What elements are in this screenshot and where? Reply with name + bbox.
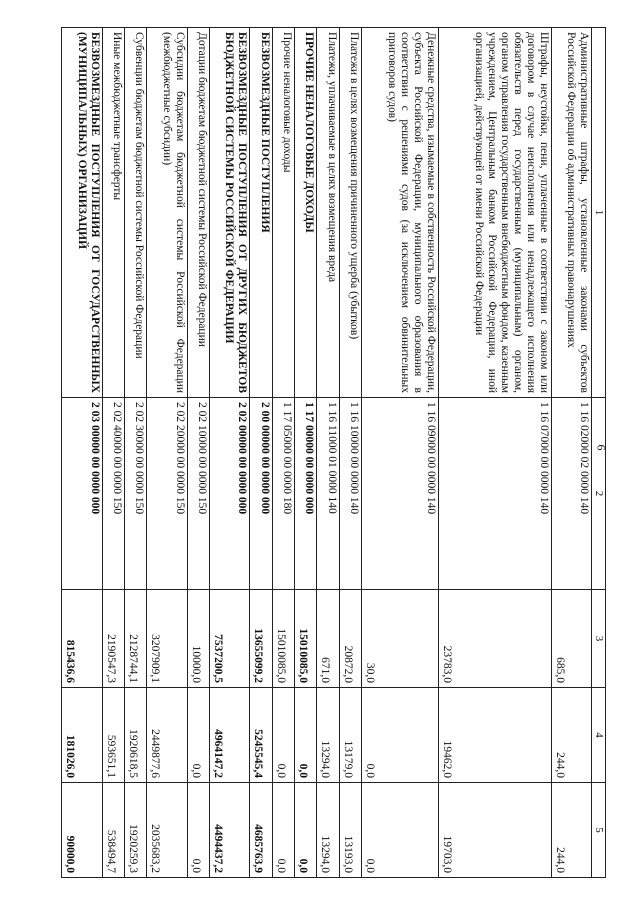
- row-year3-cell: 0,0: [272, 783, 294, 878]
- row-plan-cell: 20872,0: [339, 590, 361, 688]
- row-code-cell: 1 16 09000 00 0000 140: [361, 398, 438, 590]
- table-row: [147, 28, 187, 878]
- header-cell: 3: [592, 590, 606, 688]
- row-year3-cell: 4494437,2: [209, 783, 249, 878]
- row-plan-cell: 15010085,0: [272, 590, 294, 688]
- table-row: [209, 28, 249, 878]
- row-year2-cell: 2449877,6: [147, 688, 187, 783]
- table-row: [102, 28, 124, 878]
- row-code-cell: 1 17 00000 00 0000 000: [294, 398, 316, 590]
- row-code-cell: 2 02 20000 00 0000 150: [147, 398, 187, 590]
- table-row: [272, 28, 294, 878]
- row-plan-cell: 23783,0: [438, 590, 551, 688]
- row-year2-cell: 593651,1: [102, 688, 124, 783]
- row-year2-cell: 0,0: [187, 688, 209, 783]
- row-code-cell: 2 02 30000 00 0000 150: [124, 398, 146, 590]
- row-code-cell: 2 02 40000 00 0000 150: [102, 398, 124, 590]
- row-plan-cell: 15010085,0: [294, 590, 316, 688]
- row-plan-cell: 7537200,5: [209, 590, 249, 688]
- table-row: [339, 28, 361, 878]
- row-name-cell: Субвенции бюджетам бюджетной системы Российской Федерации: [124, 28, 146, 398]
- row-plan-cell: 685,0: [551, 590, 591, 688]
- row-code-cell: 1 16 02000 02 0000 140: [551, 398, 591, 590]
- row-year2-cell: 0,0: [294, 688, 316, 783]
- revenue-table: [61, 27, 606, 878]
- row-year2-cell: 0,0: [361, 688, 438, 783]
- row-year2-cell: 13294,0: [317, 688, 339, 783]
- row-name-cell: Иные межбюджетные трансферты: [102, 28, 124, 398]
- table-row: [62, 28, 103, 878]
- row-code-cell: 1 17 05000 00 0000 180: [272, 398, 294, 590]
- row-year3-cell: 13294,0: [317, 783, 339, 878]
- row-name-cell: БЕЗВОЗМЕЗДНЫЕ ПОСТУПЛЕНИЯ ОТ ДРУГИХ БЮДЖЕТОВ БЮДЖЕТНОЙ СИСТЕМЫ РОССИЙСКОЙ ФЕДЕРАЦИИ: [209, 28, 249, 398]
- table-row: [317, 28, 339, 878]
- row-plan-cell: 13655099,2: [250, 590, 272, 688]
- row-year2-cell: 244,0: [551, 688, 591, 783]
- header-cell: 1: [592, 28, 606, 398]
- header-cell: 4: [592, 688, 606, 783]
- row-year3-cell: 0,0: [361, 783, 438, 878]
- row-year3-cell: 4685763,9: [250, 783, 272, 878]
- row-plan-cell: 815436,6: [62, 590, 103, 688]
- table-row: [551, 28, 591, 878]
- row-year2-cell: 19462,0: [438, 688, 551, 783]
- row-year2-cell: 0,0: [272, 688, 294, 783]
- row-code-cell: 1 16 07000 00 0000 140: [438, 398, 551, 590]
- row-name-cell: Дотации бюджетам бюджетной системы Российской Федерации: [187, 28, 209, 398]
- row-plan-cell: 3207909,1: [147, 590, 187, 688]
- row-name-cell: Платежи, уплачиваемые в целях возмещения вреда: [317, 28, 339, 398]
- table-row: [187, 28, 209, 878]
- row-plan-cell: 671,0: [317, 590, 339, 688]
- row-name-cell: Денежные средства, изымаемые в собственность Российской Федерации, субъекта Российской Федерации, муниципального образования в соответствии с решениями судов (за исключением обвинительных приговоров судов): [361, 28, 438, 398]
- row-year3-cell: 0,0: [187, 783, 209, 878]
- row-year2-cell: 181026,0: [62, 688, 103, 783]
- table-body: [62, 28, 592, 878]
- header-row: [592, 28, 606, 878]
- row-name-cell: ПРОЧИЕ НЕНАЛОГОВЫЕ ДОХОДЫ: [294, 28, 316, 398]
- table-row: [294, 28, 316, 878]
- row-name-cell: БЕЗВОЗМЕЗДНЫЕ ПОСТУПЛЕНИЯ: [250, 28, 272, 398]
- row-plan-cell: 10000,0: [187, 590, 209, 688]
- row-year3-cell: 19703,0: [438, 783, 551, 878]
- row-year2-cell: 5245545,4: [250, 688, 272, 783]
- row-year3-cell: 538494,7: [102, 783, 124, 878]
- page-number: 6: [594, 444, 609, 451]
- table-row: [124, 28, 146, 878]
- row-code-cell: 1 16 11000 01 0000 140: [317, 398, 339, 590]
- header-cell: 5: [592, 783, 606, 878]
- row-name-cell: Прочие неналоговые доходы: [272, 28, 294, 398]
- row-year3-cell: 90000,0: [62, 783, 103, 878]
- row-year2-cell: 13179,0: [339, 688, 361, 783]
- row-code-cell: 2 02 10000 00 0000 150: [187, 398, 209, 590]
- row-year3-cell: 13193,0: [339, 783, 361, 878]
- table-row: [250, 28, 272, 878]
- row-year3-cell: 0,0: [294, 783, 316, 878]
- row-name-cell: БЕЗВОЗМЕЗДНЫЕ ПОСТУПЛЕНИЯ ОТ ГОСУДАРСТВЕННЫХ (МУНИЦИПАЛЬНЫХ) ОРГАНИЗАЦИЙ: [62, 28, 103, 398]
- row-name-cell: Административные штрафы, установленные законами субъектов Российской Федерации об административных правонарушениях: [551, 28, 591, 398]
- table-row: [438, 28, 551, 878]
- row-year2-cell: 1920618,5: [124, 688, 146, 783]
- row-year2-cell: 4964147,2: [209, 688, 249, 783]
- row-code-cell: 1 16 10000 00 0000 140: [339, 398, 361, 590]
- table-row: [361, 28, 438, 878]
- row-year3-cell: 1920259,3: [124, 783, 146, 878]
- row-name-cell: Платежи в целях возмещения причиненного ущерба (убытков): [339, 28, 361, 398]
- row-code-cell: 2 02 00000 00 0000 000: [209, 398, 249, 590]
- row-year3-cell: 244,0: [551, 783, 591, 878]
- row-plan-cell: 30,0: [361, 590, 438, 688]
- row-code-cell: 2 03 00000 00 0000 000: [62, 398, 103, 590]
- row-name-cell: Штрафы, неустойки, пени, уплаченные в соответствии с законом или договором в случае неисполнения или ненадлежащего исполнения обязательств перед государственным (муниципальным) органом, органом управления государственным внебюджетным фондом, казенным учреждением, Центральным банком Российской Федерации, иной организацией, действующей от имени Российской Федерации: [438, 28, 551, 398]
- row-year3-cell: 2035683,2: [147, 783, 187, 878]
- row-plan-cell: 2190547,3: [102, 590, 124, 688]
- row-code-cell: 2 00 00000 00 0000 000: [250, 398, 272, 590]
- header-cell: 2: [592, 398, 606, 590]
- row-plan-cell: 2128744,1: [124, 590, 146, 688]
- row-name-cell: Субсидии бюджетам бюджетной системы Российской Федерации (межбюджетные субсидии): [147, 28, 187, 398]
